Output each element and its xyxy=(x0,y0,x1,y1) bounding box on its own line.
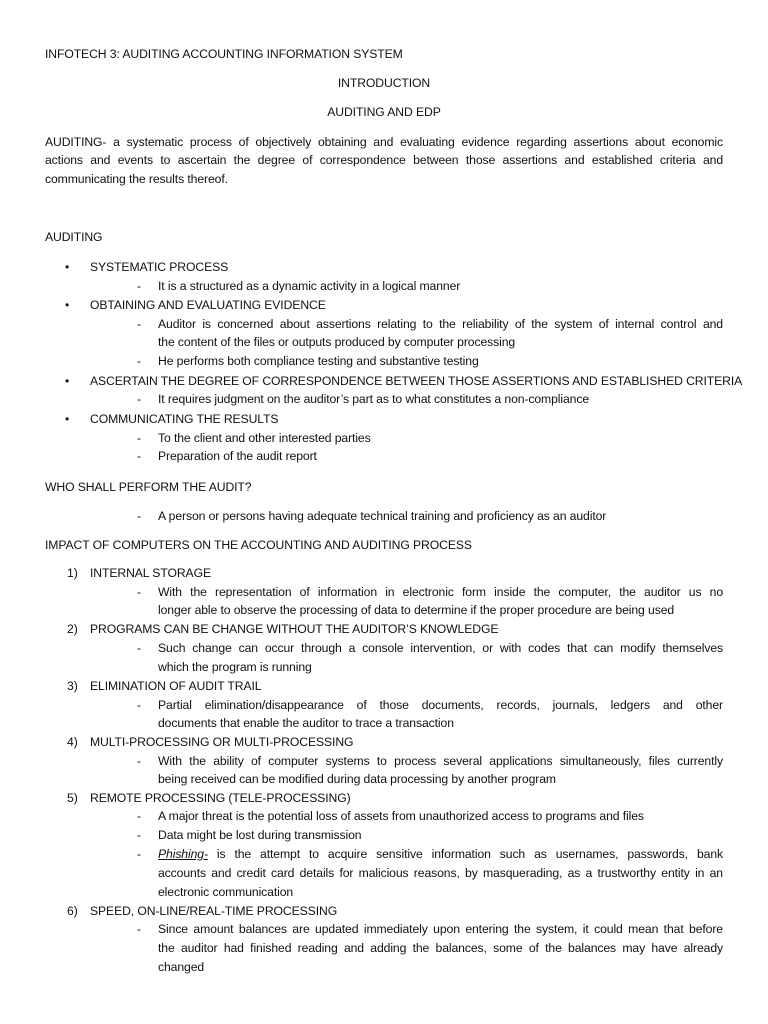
phishing-line xyxy=(158,845,723,863)
dash-icon: - xyxy=(137,509,142,523)
auditing-item-title: COMMUNICATING THE RESULTS xyxy=(90,412,279,426)
definition-line: AUDITING- a systematic process of objectively obtaining and evaluating evidence regarding assertions about economic xyxy=(45,135,723,149)
impact-sub-line: With the ability of computer systems to process several applications simultaneously, files currently xyxy=(158,754,723,768)
dash-icon: - xyxy=(137,431,142,445)
item-number: 2) xyxy=(67,622,78,636)
impact-item-title: MULTI-PROCESSING OR MULTI-PROCESSING xyxy=(90,735,354,749)
dash-icon: - xyxy=(137,317,142,331)
bullet-icon: • xyxy=(65,260,70,274)
item-number: 1) xyxy=(67,566,78,580)
dash-icon: - xyxy=(137,354,142,368)
auditing-sub-line: It requires judgment on the auditor’s part as to what constitutes a non-compliance xyxy=(158,392,590,406)
impact-sub-line: A major threat is the potential loss of assets from unauthorized access to programs and files xyxy=(158,809,644,823)
course-title: INFOTECH 3: AUDITING ACCOUNTING INFORMATION SYSTEM xyxy=(45,47,403,61)
dash-icon: - xyxy=(137,449,142,463)
impact-sub-line: changed xyxy=(158,960,205,974)
auditing-item-title: OBTAINING AND EVALUATING EVIDENCE xyxy=(90,298,326,312)
impact-sub-line: longer able to observe the processing of data to determine if the proper procedure are being used xyxy=(158,603,675,617)
who-heading: WHO SHALL PERFORM THE AUDIT? xyxy=(45,480,252,494)
dash-icon: - xyxy=(137,392,142,406)
item-number: 4) xyxy=(67,735,78,749)
dash-icon: - xyxy=(137,754,142,768)
item-number: 5) xyxy=(67,791,78,805)
bullet-icon: • xyxy=(65,412,70,426)
subtitle: AUDITING AND EDP xyxy=(327,105,441,119)
impact-item-title: PROGRAMS CAN BE CHANGE WITHOUT THE AUDITOR’S KNOWLEDGE xyxy=(90,622,499,636)
impact-sub-line: Partial elimination/disappearance of those documents, records, journals, ledgers and other xyxy=(158,698,723,712)
definition-line: actions and events to ascertain the degree of correspondence between those assertions and established criteria and xyxy=(45,153,723,167)
section-title: INTRODUCTION xyxy=(337,76,431,90)
auditing-sub-line: Auditor is concerned about assertions relating to the reliability of the system of internal control and xyxy=(158,317,723,331)
phishing-term: Phishing- xyxy=(158,847,208,861)
who-answer: A person or persons having adequate technical training and proficiency as an auditor xyxy=(158,509,607,523)
impact-sub-line: which the program is running xyxy=(158,660,312,674)
impact-sub-line: Such change can occur through a console intervention, or with codes that can modify themselves xyxy=(158,641,723,655)
item-number: 3) xyxy=(67,679,78,693)
impact-sub-line: the auditor had finished reading and adding the balances, some of the balances may have already xyxy=(158,941,723,955)
impact-heading: IMPACT OF COMPUTERS ON THE ACCOUNTING AND AUDITING PROCESS xyxy=(45,538,472,552)
item-number: 6) xyxy=(67,904,78,918)
dash-icon: - xyxy=(137,809,142,823)
phishing-text: is the attempt to acquire sensitive information such as usernames, passwords, bank xyxy=(207,847,723,861)
definition-line: communicating the results thereof. xyxy=(45,172,228,186)
auditing-sub-line: To the client and other interested parties xyxy=(158,431,371,445)
bullet-icon: • xyxy=(65,298,70,312)
auditing-sub-line: the content of the files or outputs produced by computer processing xyxy=(158,335,516,349)
impact-item-title: SPEED, ON-LINE/REAL-TIME PROCESSING xyxy=(90,904,338,918)
dash-icon: - xyxy=(137,641,142,655)
dash-icon: - xyxy=(137,922,142,936)
phishing-line: accounts and credit card details for malicious reasons, by masquerading, as a trustworthy entity in an xyxy=(158,866,723,880)
auditing-item-title: SYSTEMATIC PROCESS xyxy=(90,260,229,274)
bullet-icon: • xyxy=(65,374,70,388)
dash-icon: - xyxy=(137,279,142,293)
impact-sub-line: With the representation of information in electronic form inside the computer, the auditor us no xyxy=(158,585,723,599)
dash-icon: - xyxy=(137,698,142,712)
impact-sub-line: Data might be lost during transmission xyxy=(158,828,362,842)
impact-sub-line: documents that enable the auditor to trace a transaction xyxy=(158,716,454,730)
impact-sub-line: Since amount balances are updated immediately upon entering the system, it could mean that before xyxy=(158,922,723,936)
impact-item-title: ELIMINATION OF AUDIT TRAIL xyxy=(90,679,262,693)
auditing-sub-line: It is a structured as a dynamic activity in a logical manner xyxy=(158,279,461,293)
impact-item-title: INTERNAL STORAGE xyxy=(90,566,211,580)
impact-item-title: REMOTE PROCESSING (TELE-PROCESSING) xyxy=(90,791,351,805)
dash-icon: - xyxy=(137,585,142,599)
impact-sub-line: being received can be modified during data processing by another program xyxy=(158,772,556,786)
auditing-heading: AUDITING xyxy=(45,230,103,244)
auditing-sub-line: Preparation of the audit report xyxy=(158,449,317,463)
dash-icon: - xyxy=(137,828,142,842)
auditing-item-title: ASCERTAIN THE DEGREE OF CORRESPONDENCE BETWEEN THOSE ASSERTIONS AND ESTABLISHED CRITERIA xyxy=(90,374,743,388)
dash-icon: - xyxy=(137,847,142,861)
auditing-sub-line: He performs both compliance testing and substantive testing xyxy=(158,354,479,368)
phishing-line: electronic communication xyxy=(158,885,294,899)
